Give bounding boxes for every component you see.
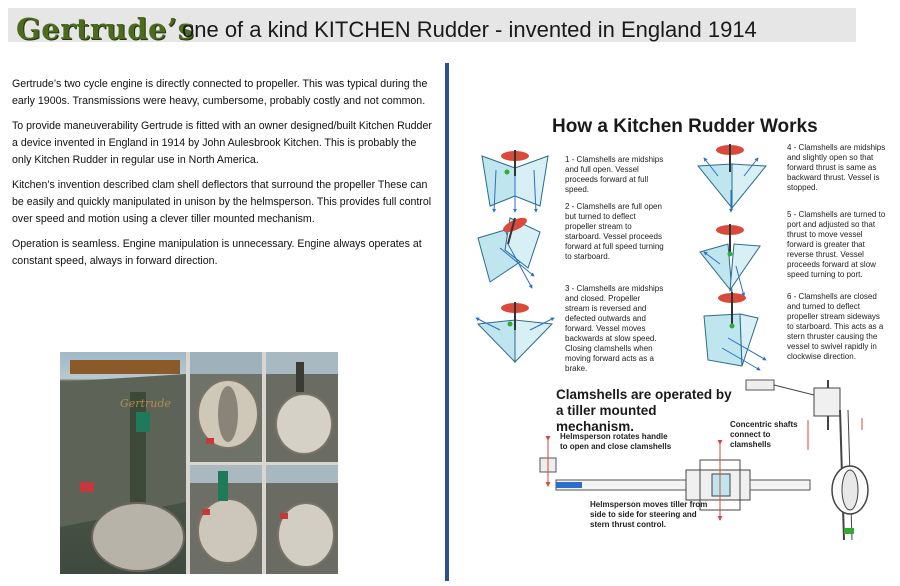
diagram-step-3 (476, 302, 554, 362)
hull-name-lettering: Gertrude (120, 397, 171, 410)
step-6-caption: 6 - Clamshells are closed and turned to deflect propeller stream sideways to starboard. This acts as a stern thruster causing the vessel to swivel rapidly in clockwise direction. (787, 292, 884, 361)
diagram-step-5 (700, 224, 760, 296)
diagram-step-1 (482, 150, 548, 212)
paragraph-engine: Gertrude’s two cycle engine is directly connected to propeller. This was typical during the early 1900s. Transmissions were heavy, cumbersome, probably costly and not common. (12, 78, 428, 107)
step-5-caption: 5 - Clamshells are turned to port and adjusted so that thrust to move vessel forward is greater that reverse thrust. Vessel proceeds forward at slow speed turning to port. (787, 210, 886, 279)
paragraph-invention: Kitchen’s invention described clam shell deflectors that surround the propeller These can be easily and quickly manipulated in unison by the helmsperson. This provides full control over speed and motion using a clever tiller mounted mechanism. (12, 179, 432, 225)
diagram-step-2 (478, 215, 540, 288)
page-title: one of a kind KITCHEN Rudder - invented in England 1914 (182, 17, 757, 42)
step-2-caption: 2 - Clamshells are full open but turned to deflect propeller stream to starboard. Vessel proceeds forward at full speed turning to starboard. (565, 202, 664, 261)
diagram-step-6 (704, 292, 766, 370)
paragraph-rudder: To provide maneuverability Gertrude is fitted with an owner designed/built Kitchen Rudder a device invented in England in 1914 by John Aulesbrook Kitchen. This is probably the only Kitchen Rudder in regular use in North America. (12, 120, 432, 166)
annotation-concentric-shafts: Concentric shafts connect to clamshells (730, 420, 798, 449)
step-4-caption: 4 - Clamshells are midships and slightly open so that forward thrust is same as backward thrust. Vessel is stopped. (787, 143, 886, 192)
diagram-title: How a Kitchen Rudder Works (552, 116, 818, 137)
step-3-caption: 3 - Clamshells are midships and closed. Propeller stream is reversed and defected outwards and forward. Vessel moves backwards at slow speed. Closing clamshells when moving forward acts as a brake. (565, 284, 664, 373)
title-boat-name: Gertrude’s (16, 12, 195, 46)
annotation-rotate-handle: Helmsperson rotates handle to open and close clamshells (560, 432, 672, 451)
diagram-step-4 (698, 144, 766, 212)
paragraph-operation: Operation is seamless. Engine manipulation is unnecessary. Engine always operates at constant speed, always in forward direction. (12, 238, 422, 267)
tiller-heading: Clamshells are operated by a tiller mounted mechanism. (556, 387, 732, 434)
annotation-move-tiller: Helmsperson moves tiller from side to side for steering and stern thrust control. (590, 500, 708, 529)
step-1-caption: 1 - Clamshells are midships and full open. Vessel proceeds forward at full speed. (565, 155, 664, 194)
